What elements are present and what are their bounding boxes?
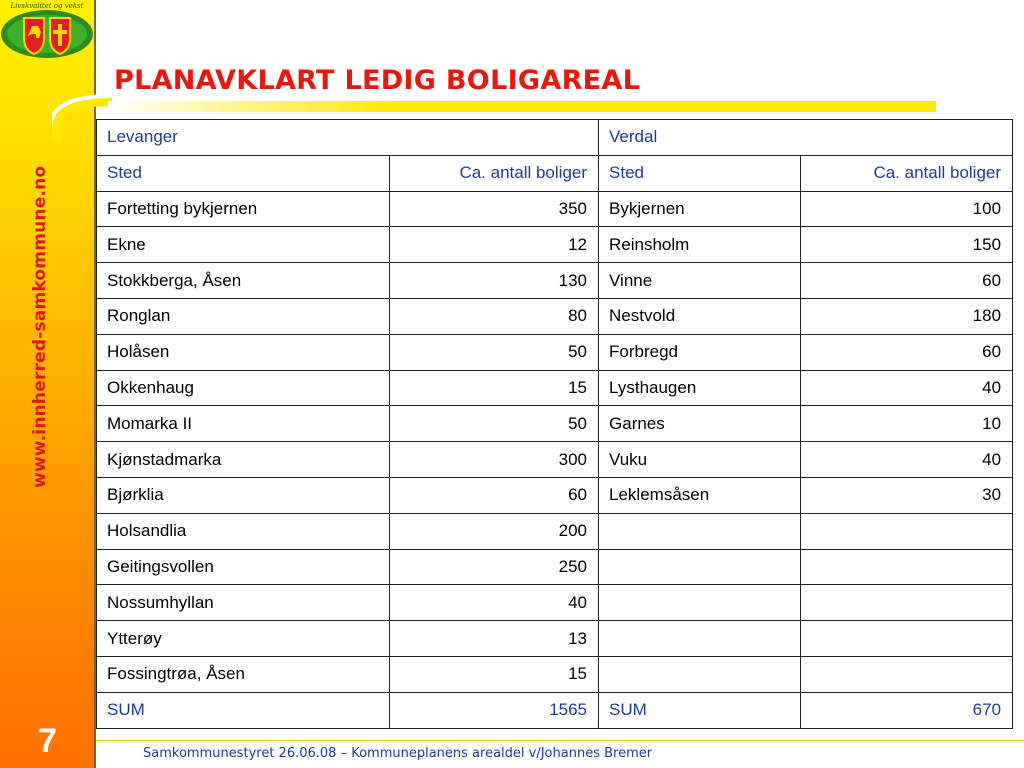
levanger-sted-cell: Holåsen [97,334,390,370]
table-row [97,513,1013,549]
levanger-sted-cell: Ronglan [97,298,390,334]
verdal-antall-cell: 60 [801,334,1013,370]
table-row [97,191,1013,227]
group-header-row [97,120,1013,156]
verdal-antall-cell: 60 [801,263,1013,299]
verdal-antall-cell [801,549,1013,585]
title-underline-bar [108,101,936,112]
table-row [97,621,1013,657]
levanger-sted-cell: Geitingsvollen [97,549,390,585]
table-row [97,585,1013,621]
housing-table [96,119,1013,729]
table-row [97,442,1013,478]
levanger-sum-value: 1565 [390,692,599,728]
table-row [97,549,1013,585]
levanger-antall-cell: 130 [390,263,599,299]
verdal-antall-cell: 40 [801,370,1013,406]
verdal-sted-cell: Leklemsåsen [599,477,801,513]
verdal-sted-cell: Bykjernen [599,191,801,227]
levanger-antall-cell: 250 [390,549,599,585]
levanger-antall-cell: 13 [390,621,599,657]
table-row [97,656,1013,692]
group-header-levanger: Levanger [97,120,599,156]
verdal-antall-cell: 40 [801,442,1013,478]
column-header-sted: Sted [599,155,801,191]
table-row [97,227,1013,263]
levanger-antall-cell: 200 [390,513,599,549]
verdal-antall-cell: 30 [801,477,1013,513]
levanger-antall-cell: 40 [390,585,599,621]
column-header-sted: Sted [97,155,390,191]
levanger-sted-cell: Fossingtrøa, Åsen [97,656,390,692]
verdal-sted-cell [599,621,801,657]
levanger-sted-cell: Ytterøy [97,621,390,657]
verdal-sted-cell: Vinne [599,263,801,299]
column-header-antall: Ca. antall boliger [390,155,599,191]
levanger-sted-cell: Bjørklia [97,477,390,513]
verdal-sted-cell: Nestvold [599,298,801,334]
verdal-sted-cell [599,656,801,692]
verdal-antall-cell: 100 [801,191,1013,227]
levanger-antall-cell: 80 [390,298,599,334]
levanger-sted-cell: Nossumhyllan [97,585,390,621]
levanger-sted-cell: Ekne [97,227,390,263]
verdal-antall-cell: 150 [801,227,1013,263]
verdal-antall-cell [801,513,1013,549]
levanger-antall-cell: 15 [390,370,599,406]
levanger-antall-cell: 15 [390,656,599,692]
verdal-sum-value: 670 [801,692,1013,728]
levanger-sted-cell: Holsandlia [97,513,390,549]
verdal-antall-cell: 180 [801,298,1013,334]
table-row [97,370,1013,406]
verdal-antall-cell: 10 [801,406,1013,442]
verdal-sted-cell: Lysthaugen [599,370,801,406]
logo-motto: Livskvalitet og vekst [10,2,84,10]
verdal-sted-cell: Forbregd [599,334,801,370]
page-number: 7 [38,722,57,760]
levanger-sum-label: SUM [97,692,390,728]
table-row [97,477,1013,513]
verdal-sted-cell [599,549,801,585]
levanger-sted-cell: Okkenhaug [97,370,390,406]
levanger-sted-cell: Momarka II [97,406,390,442]
verdal-sted-cell: Garnes [599,406,801,442]
table-row [97,263,1013,299]
verdal-sted-cell [599,585,801,621]
levanger-antall-cell: 350 [390,191,599,227]
levanger-antall-cell: 300 [390,442,599,478]
footer-text: Samkommunestyret 26.06.08 – Kommuneplanens arealdel v/Johannes Bremer [143,746,653,761]
vertical-url-text: www.innherred-samkommune.no [30,165,50,488]
table-row [97,334,1013,370]
levanger-antall-cell: 60 [390,477,599,513]
verdal-sted-cell: Reinsholm [599,227,801,263]
verdal-antall-cell [801,585,1013,621]
levanger-antall-cell: 50 [390,406,599,442]
verdal-sted-cell: Vuku [599,442,801,478]
levanger-sted-cell: Fortetting bykjernen [97,191,390,227]
table-row [97,298,1013,334]
column-header-antall: Ca. antall boliger [801,155,1013,191]
levanger-sted-cell: Kjønstadmarka [97,442,390,478]
verdal-antall-cell [801,621,1013,657]
verdal-sted-cell [599,513,801,549]
levanger-sted-cell: Stokkberga, Åsen [97,263,390,299]
column-header-row [97,155,1013,191]
group-header-verdal: Verdal [599,120,1013,156]
page-title: PLANAVKLART LEDIG BOLIGAREAL [114,65,641,96]
levanger-antall-cell: 50 [390,334,599,370]
municipality-logo [0,0,94,60]
sum-row [97,692,1013,728]
levanger-antall-cell: 12 [390,227,599,263]
table-row [97,406,1013,442]
footer-divider [96,740,1024,741]
verdal-sum-label: SUM [599,692,801,728]
verdal-antall-cell [801,656,1013,692]
